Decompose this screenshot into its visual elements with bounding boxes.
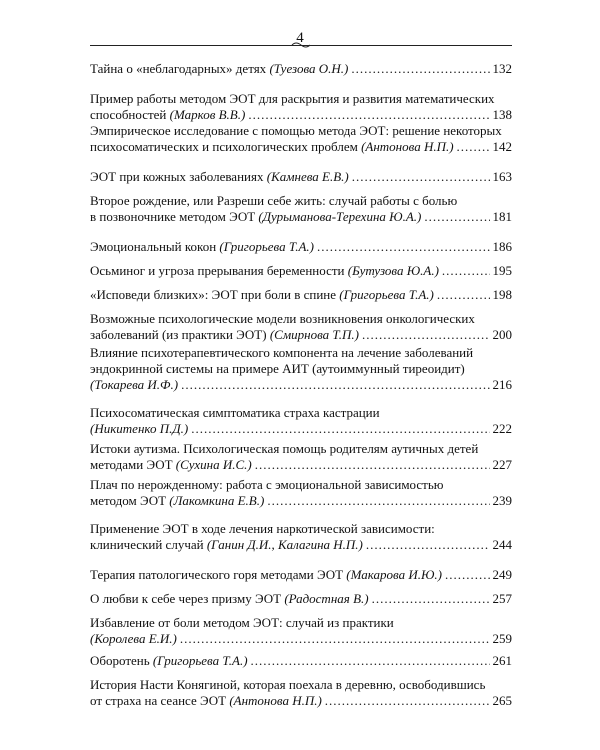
toc-entry-author: (Радостная В.): [284, 591, 369, 606]
toc-entry-title-line: эндокринной системы на примере АИТ (аутоиммунный тиреоидит): [90, 361, 465, 376]
toc-entry-author: (Марков В.В.): [169, 107, 246, 122]
toc-entry-page-number: 261: [492, 653, 512, 668]
toc-entry: [90, 123, 512, 155]
toc-entry-title: Терапия патологического горя методами ЭОТ: [90, 567, 344, 582]
toc-entry-title-line: Применение ЭОТ в ходе лечения наркотической зависимости:: [90, 521, 435, 536]
toc-entry: [90, 653, 512, 669]
toc-entry-title: ЭОТ при кожных заболеваниях: [90, 169, 264, 184]
toc-entry-author: (Антонова Н.П.): [361, 139, 454, 154]
toc-entry: [90, 311, 512, 343]
toc-entry-last-line: [90, 263, 512, 279]
toc-entry: [90, 287, 512, 303]
toc-entry-page-number: 181: [492, 209, 512, 224]
toc-entry-title-line: Влияние психотерапевтического компонента на лечение заболеваний: [90, 345, 474, 360]
toc-entry-title: О любви к себе через призму ЭОТ: [90, 591, 282, 606]
toc-entry-title: от страха на сеансе ЭОТ: [90, 693, 227, 708]
dot-leader: [181, 377, 489, 393]
toc-entry: [90, 91, 512, 123]
toc-entry-page-number: 227: [492, 457, 512, 472]
toc-entry-title-line: Истоки аутизма. Психологическая помощь родителям аутичных детей: [90, 441, 479, 456]
toc-entry-last-line: [90, 457, 512, 473]
toc-entry-title: «Исповеди близких»: ЭОТ при боли в спине: [90, 287, 337, 302]
toc-entry-title: клинический случай: [90, 537, 204, 552]
toc-entry-last-line: [90, 107, 512, 123]
toc-entry-last-line: [90, 631, 512, 647]
toc-entry-title: психосоматических и психологических проблем: [90, 139, 358, 154]
toc-entry-page-number: 259: [492, 631, 512, 646]
toc-entry-page-number: 163: [492, 169, 512, 184]
toc-entry: [90, 615, 512, 647]
toc-entry-last-line: [90, 693, 512, 709]
toc-entry-page-number: 222: [492, 421, 512, 436]
toc-entry-title-line: Возможные психологические модели возникновения онкологических: [90, 311, 475, 326]
toc-entry-page-number: 257: [492, 591, 512, 606]
toc-entry-page-number: 186: [492, 239, 512, 254]
toc-entry-last-line: [90, 209, 512, 225]
toc-entry-last-line: [90, 493, 512, 509]
toc-entry-title: заболеваний (из практики ЭОТ): [90, 327, 267, 342]
toc-entry: [90, 477, 512, 509]
toc-entry-page-number: 265: [492, 693, 512, 708]
dot-leader: [372, 591, 490, 607]
toc-entry-author: (Никитенко П.Д.): [90, 421, 189, 436]
toc-entry-page-number: 216: [492, 377, 512, 392]
toc-entry-last-line: [90, 421, 512, 437]
toc-entry-page-number: 244: [492, 537, 512, 552]
toc-entry-title: методами ЭОТ: [90, 457, 173, 472]
toc-entry: [90, 345, 512, 393]
toc-entry-last-line: [90, 239, 512, 255]
toc-entry-last-line: [90, 377, 512, 393]
toc-entry-author: (Макарова И.Ю.): [346, 567, 442, 582]
toc-entry-author: (Лакомкина Е.В.): [169, 493, 265, 508]
toc-entry-page-number: 249: [492, 567, 512, 582]
toc-entry-page-number: 138: [492, 107, 512, 122]
toc-entry-last-line: [90, 61, 512, 77]
toc-entry: [90, 677, 512, 709]
toc-entry-title-line: Плач по нерожденному: работа с эмоциональной зависимостью: [90, 477, 444, 492]
toc-entry-author: (Ганин Д.И., Калагина Н.П.): [206, 537, 363, 552]
toc-entry-last-line: [90, 653, 512, 669]
dot-leader: [362, 327, 489, 343]
toc-entry-title: в позвоночнике методом ЭОТ: [90, 209, 256, 224]
toc-entry: [90, 61, 512, 77]
toc-entry: [90, 263, 512, 279]
toc-entry-last-line: [90, 537, 512, 553]
toc-entry-last-line: [90, 169, 512, 185]
toc-entry: [90, 169, 512, 185]
toc-entry: [90, 591, 512, 607]
toc-entry: [90, 567, 512, 583]
toc-entry-author: (Григорьева Т.А.): [219, 239, 315, 254]
toc-entry-author: (Королева Е.И.): [90, 631, 177, 646]
toc-entry-title: Осьминог и угроза прерывания беременности: [90, 263, 345, 278]
toc-entry: [90, 239, 512, 255]
toc-entry-page-number: 195: [492, 263, 512, 278]
dot-leader: [442, 263, 490, 279]
toc-entry-author: (Дурыманова-Терехина Ю.А.): [258, 209, 422, 224]
toc-entry-title-line: Психосоматическая симптоматика страха кастрации: [90, 405, 380, 420]
dot-leader: [180, 631, 490, 647]
toc-entry-title-line: Второе рождение, или Разреши себе жить: случай работы с болью: [90, 193, 458, 208]
toc-entry-title: Тайна о «неблагодарных» детях: [90, 61, 267, 76]
toc-entry-title-line: Пример работы методом ЭОТ для раскрытия и развития математических: [90, 91, 495, 106]
toc-entry: [90, 405, 512, 437]
toc-entry-last-line: [90, 287, 512, 303]
toc-entry-title-line: Эмпирическое исследование с помощью метода ЭОТ: решение некоторых: [90, 123, 502, 138]
toc-entry-page-number: 198: [492, 287, 512, 302]
toc-entry-author: (Григорьева Т.А.): [339, 287, 434, 302]
toc-entry-page-number: 239: [492, 493, 512, 508]
dot-leader: [424, 209, 489, 225]
toc-entry-title-line: Избавление от боли методом ЭОТ: случай из практики: [90, 615, 394, 630]
toc-entry: [90, 521, 512, 553]
page-number: 4: [296, 30, 304, 46]
header-ornament: [290, 40, 312, 50]
toc-entry-title: способностей: [90, 107, 167, 122]
dot-leader: [445, 567, 490, 583]
dot-leader: [317, 239, 489, 255]
toc-entry: [90, 441, 512, 473]
dot-leader: [352, 169, 490, 185]
dot-leader: [248, 107, 489, 123]
dot-leader: [457, 139, 490, 155]
toc-entry-page-number: 142: [492, 139, 512, 154]
toc-entry-title: Оборотень: [90, 653, 150, 668]
dot-leader: [267, 493, 489, 509]
dot-leader: [366, 537, 490, 553]
toc-entry-author: (Антонова Н.П.): [229, 693, 322, 708]
toc-entry-author: (Камнева Е.В.): [266, 169, 349, 184]
dot-leader: [351, 61, 489, 77]
dot-leader: [325, 693, 490, 709]
toc-entry-author: (Григорьева Т.А.): [152, 653, 248, 668]
toc-entry-page-number: 132: [492, 61, 512, 76]
dot-leader: [255, 457, 490, 473]
toc-entry-title-line: История Насти Конягиной, которая поехала в деревню, освободившись: [90, 677, 486, 692]
toc-entry-author: (Сухина И.С.): [175, 457, 252, 472]
dot-leader: [437, 287, 490, 303]
toc-entry-author: (Туезова О.Н.): [269, 61, 349, 76]
toc-entry-last-line: [90, 327, 512, 343]
toc-entry-last-line: [90, 139, 512, 155]
toc-entry-author: (Токарева И.Ф.): [90, 377, 179, 392]
toc-entry-last-line: [90, 591, 512, 607]
toc-entry-last-line: [90, 567, 512, 583]
toc-entry-title: методом ЭОТ: [90, 493, 167, 508]
toc-entry: [90, 193, 512, 225]
toc-entry-page-number: 200: [492, 327, 512, 342]
dot-leader: [191, 421, 489, 437]
toc-entry-title: Эмоциональный кокон: [90, 239, 217, 254]
dot-leader: [251, 653, 490, 669]
toc-entry-author: (Смирнова Т.П.): [269, 327, 360, 342]
toc-entry-author: (Бутузова Ю.А.): [347, 263, 439, 278]
